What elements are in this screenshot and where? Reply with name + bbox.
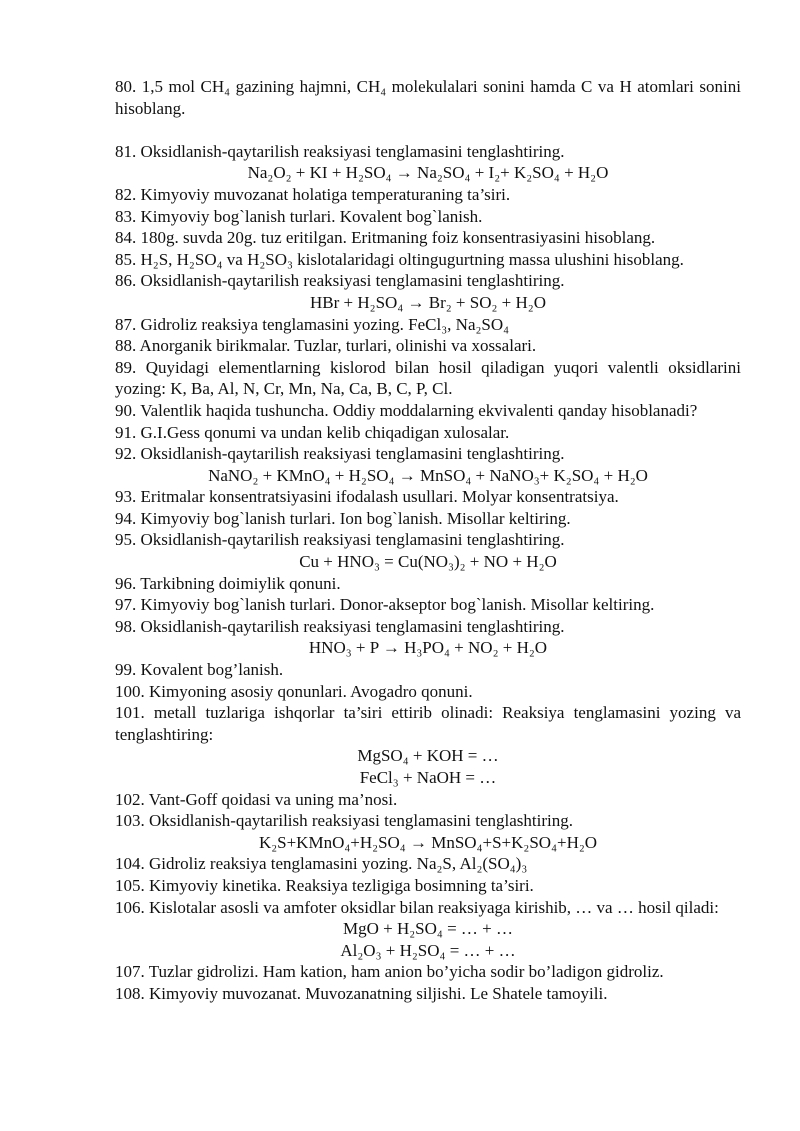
equation-101-1: MgSO₄ + KOH = … (357, 746, 499, 766)
question-95: 95. Oksidlanish-qaytarilish reaksiyasi tenglamasini tenglashtiring. (115, 530, 565, 550)
question-86: 86. Oksidlanish-qaytarilish reaksiyasi tenglamasini tenglashtiring. (115, 271, 565, 291)
question-97: 97. Kimyoviy bog`lanish turlari. Donor-akseptor bog`lanish. Misollar keltiring. (115, 595, 655, 615)
question-80: 80. 1,5 mol CH₄ gazining hajmni, CH₄ molekulalari sonini hamda C va H atomlari sonini hisoblang. (115, 77, 741, 118)
question-94: 94. Kimyoviy bog`lanish turlari. Ion bog`lanish. Misollar keltiring. (115, 508, 571, 528)
question-89: 89. Quyidagi elementlarning kislorod bilan hosil qiladigan yuqori valentli oksidlarini yozing: K, Ba, Al, N, Cr, Mn, Na, Ca, B, C, P, Cl. (115, 357, 741, 399)
equation-92: NaNO₂ + KMnO₄ + H₂SO₄ → MnSO₄ + NaNO₃+ K₂SO₄ + H₂O (208, 465, 648, 485)
question-106: 106. Kislotalar asosli va amfoter oksidlar bilan reaksiyaga kirishib, … va … hosil qiladi: (115, 897, 719, 917)
question-81: 81. Oksidlanish-qaytarilish reaksiyasi tenglamasini tenglashtiring. (115, 141, 565, 161)
question-90: 90. Valentlik haqida tushuncha. Oddiy moddalarning ekvivalenti qanday hisoblanadi? (115, 400, 698, 420)
question-104: 104. Gidroliz reaksiya tenglamasini yozing. Na₂S, Al₂(SO₄)₃ (115, 854, 528, 874)
question-108: 108. Kimyoviy muvozanat. Muvozanatning siljishi. Le Shatele tamoyili. (115, 983, 608, 1003)
question-99: 99. Kovalent bog’lanish. (115, 660, 284, 680)
question-83: 83. Kimyoviy bog`lanish turlari. Kovalent bog`lanish. (115, 206, 483, 226)
equation-103: K₂S+KMnO₄+H₂SO₄ → MnSO₄+S+K₂SO₄+H₂O (258, 832, 598, 852)
question-100: 100. Kimyoning asosiy qonunlari. Avogadro qonuni. (115, 681, 473, 701)
equation-101-2: FeCl₃ + NaOH = … (359, 768, 497, 787)
question-103: 103. Oksidlanish-qaytarilish reaksiyasi tenglamasini tenglashtiring. (115, 811, 573, 831)
question-93: 93. Eritmalar konsentratsiyasini ifodalash usullari. Molyar konsentratsiya. (115, 487, 619, 507)
question-98: 98. Oksidlanish-qaytarilish reaksiyasi tenglamasini tenglashtiring. (115, 616, 565, 636)
question-105: 105. Kimyoviy kinetika. Reaksiya tezligiga bosimning ta’siri. (115, 875, 534, 895)
question-82: 82. Kimyoviy muvozanat holatiga temperaturaning ta’siri. (115, 184, 511, 204)
question-88: 88. Anorganik birikmalar. Tuzlar, turlari, olinishi va xossalari. (115, 336, 537, 356)
question-91: 91. G.I.Gess qonumi va undan kelib chiqadigan xulosalar. (115, 422, 510, 442)
question-85: 85. H₂S, H₂SO₄ va H₂SO₃ kislotalaridagi oltingugurtning massa ulushini hisoblang. (115, 249, 684, 269)
question-84: 84. 180g. suvda 20g. tuz eritilgan. Eritmaning foiz konsentrasiyasini hisoblang. (115, 228, 656, 248)
question-87: 87. Gidroliz reaksiya tenglamasini yozing. FeCl₃, Na₂SO₄ (115, 314, 510, 334)
equation-95: Cu + HNO₃ = Cu(NO₃)₂ + NO + H₂O (299, 552, 557, 572)
blank-line (115, 119, 741, 141)
question-list (115, 76, 741, 1005)
question-92: 92. Oksidlanish-qaytarilish reaksiyasi tenglamasini tenglashtiring. (115, 444, 565, 464)
question-96: 96. Tarkibning doimiylik qonuni. (115, 573, 341, 593)
question-102: 102. Vant-Goff qoidasi va uning ma’nosi. (115, 789, 398, 809)
equation-81: Na₂O₂ + KI + H₂SO₄ → Na₂SO₄ + I₂+ K₂SO₄ + H₂O (247, 163, 609, 183)
question-101: 101. metall tuzlariga ishqorlar ta’siri ettirib olinadi: Reaksiya tenglamasini yozing va tenglashtiring: (115, 703, 741, 744)
equation-98: HNO₃ + P → H₃PO₄ + NO₂ + H₂O (308, 638, 548, 658)
question-107: 107. Tuzlar gidrolizi. Ham kation, ham anion bo’yicha sodir bo’ladigon gidroliz. (115, 962, 664, 982)
equation-106-1: MgO + H₂SO₄ = … + … (342, 919, 514, 939)
equation-86: HBr + H₂SO₄ → Br₂ + SO₂ + H₂O (310, 292, 546, 312)
equation-106-2: Al₂O₃ + H₂SO₄ = … + … (340, 940, 516, 960)
